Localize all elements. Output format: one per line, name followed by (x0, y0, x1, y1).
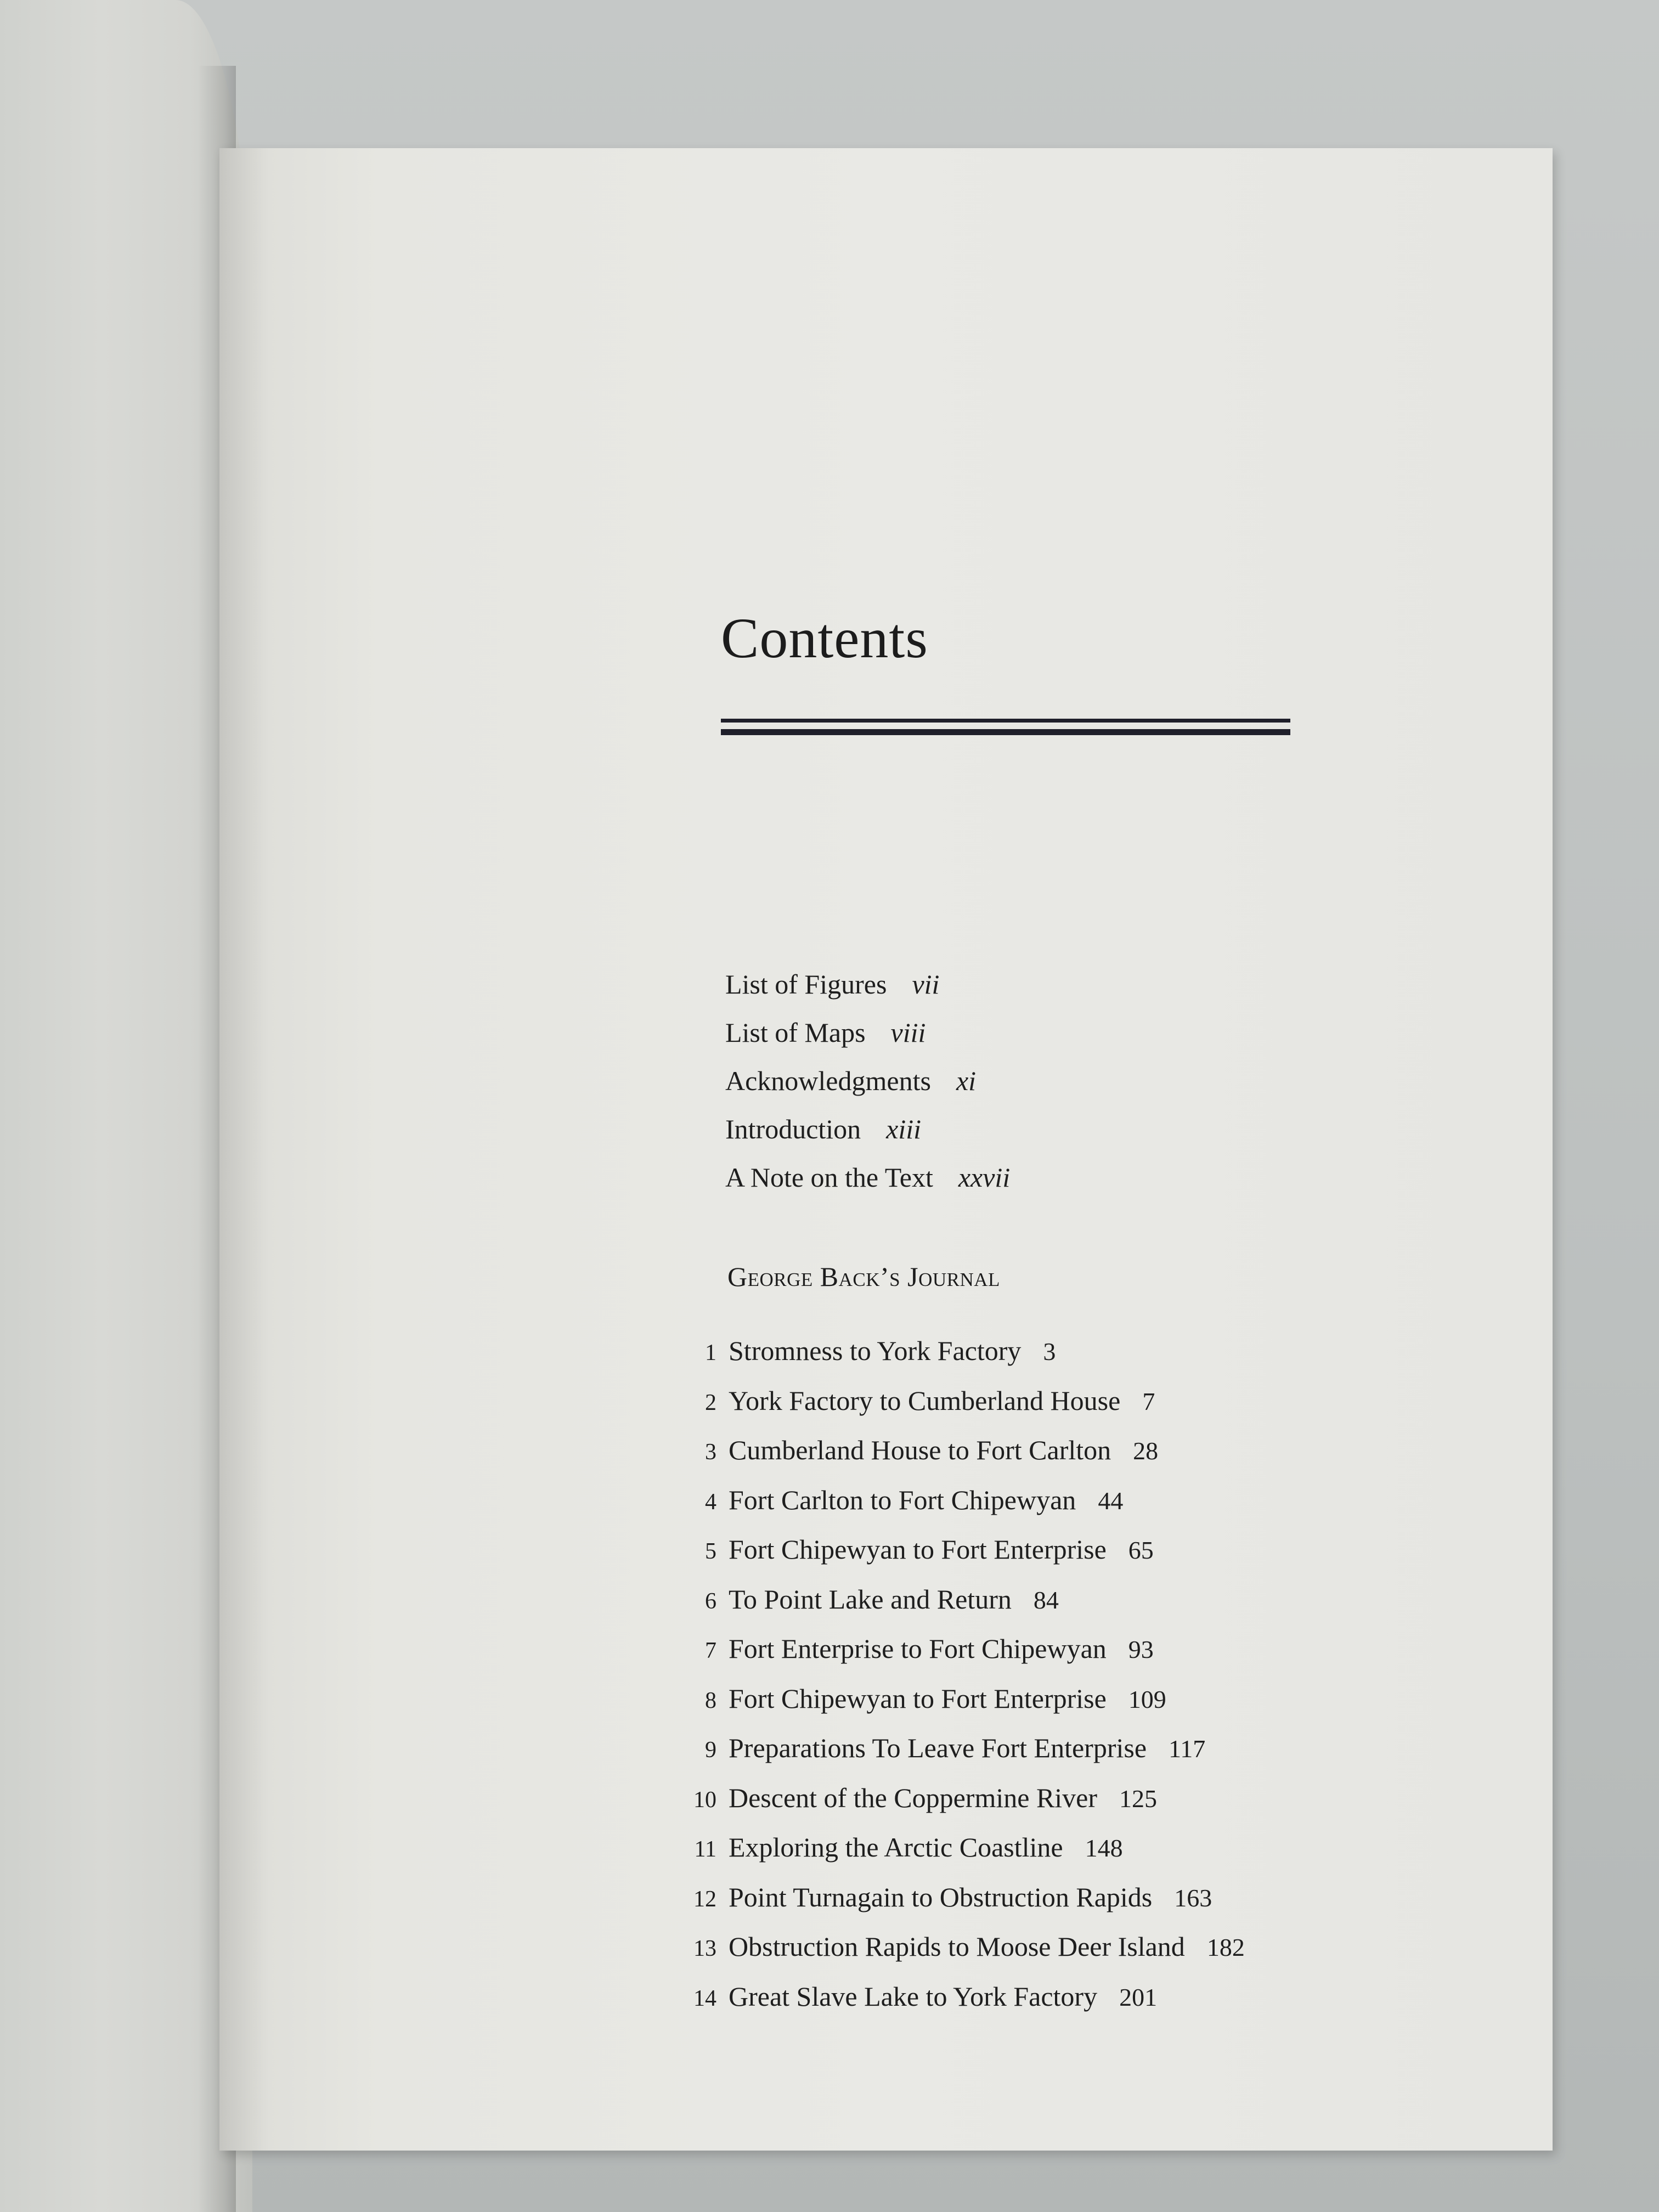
chapter-list (680, 1335, 1245, 2030)
chapter-page: 148 (1085, 1834, 1123, 1862)
chapter-entry (680, 1633, 1245, 1683)
chapter-title: York Factory to Cumberland House (729, 1385, 1121, 1416)
chapter-page: 125 (1119, 1784, 1158, 1813)
chapter-title: Stromness to York Factory (729, 1335, 1022, 1366)
toc-entry-title: Introduction (725, 1114, 861, 1144)
chapter-entry (680, 1484, 1245, 1534)
chapter-page: 7 (1142, 1387, 1155, 1415)
section-heading: George Back’s Journal (727, 1261, 1000, 1292)
chapter-entry (680, 1732, 1245, 1782)
toc-entry (725, 1017, 1010, 1065)
chapter-number: 12 (693, 1886, 716, 1912)
chapter-number: 7 (705, 1638, 716, 1663)
front-matter-list (725, 968, 1010, 1210)
chapter-page: 201 (1119, 1983, 1158, 2011)
chapter-number: 3 (705, 1440, 716, 1465)
toc-entry-title: List of Figures (725, 969, 887, 1000)
page-title: Contents (721, 607, 928, 670)
chapter-page: 3 (1043, 1338, 1056, 1365)
chapter-page: 163 (1174, 1883, 1212, 1912)
chapter-number: 11 (694, 1837, 716, 1862)
chapter-title: To Point Lake and Return (729, 1583, 1012, 1615)
chapter-title: Exploring the Arctic Coastline (729, 1832, 1063, 1863)
chapter-page: 182 (1206, 1933, 1245, 1961)
toc-entry-title: A Note on the Text (725, 1162, 933, 1193)
chapter-entry (680, 1335, 1245, 1385)
chapter-entry (680, 1434, 1245, 1484)
toc-entry (725, 1113, 1010, 1161)
page-edge-shadow (219, 148, 269, 2151)
chapter-entry (680, 1831, 1245, 1881)
chapter-entry (680, 1683, 1245, 1733)
chapter-page: 44 (1098, 1486, 1124, 1515)
chapter-number: 1 (705, 1340, 716, 1365)
toc-entry-page: xxvii (958, 1162, 1011, 1193)
title-rule-thick (721, 729, 1290, 735)
chapter-number: 5 (705, 1539, 716, 1564)
chapter-number: 10 (693, 1787, 716, 1813)
contents-page (219, 148, 1553, 2151)
chapter-title: Cumberland House to Fort Carlton (729, 1435, 1111, 1465)
chapter-title: Great Slave Lake to York Factory (729, 1980, 1098, 2012)
chapter-number: 8 (705, 1688, 716, 1713)
chapter-number: 9 (705, 1737, 716, 1763)
chapter-title: Point Turnagain to Obstruction Rapids (729, 1881, 1153, 1912)
toc-entry-page: viii (890, 1017, 926, 1048)
toc-entry-title: Acknowledgments (725, 1065, 931, 1096)
toc-entry (725, 1065, 1010, 1113)
chapter-entry (680, 1533, 1245, 1583)
chapter-entry (680, 1782, 1245, 1832)
chapter-page: 109 (1128, 1685, 1166, 1713)
chapter-number: 4 (705, 1489, 716, 1515)
chapter-entry (680, 1385, 1245, 1435)
chapter-number: 2 (705, 1390, 716, 1415)
chapter-page: 117 (1169, 1735, 1206, 1763)
title-rule-thin (721, 719, 1290, 723)
chapter-page: 84 (1033, 1585, 1059, 1614)
chapter-entry (680, 1931, 1245, 1980)
chapter-entry (680, 1980, 1245, 2030)
chapter-number: 14 (693, 1985, 716, 2011)
chapter-title: Fort Carlton to Fort Chipewyan (729, 1484, 1076, 1515)
chapter-title: Fort Chipewyan to Fort Enterprise (729, 1534, 1107, 1565)
chapter-entry (680, 1881, 1245, 1931)
toc-entry (725, 1161, 1010, 1210)
toc-entry-title: List of Maps (725, 1017, 866, 1048)
toc-entry-page: xi (956, 1065, 977, 1096)
toc-entry-page: vii (912, 969, 940, 1000)
toc-entry-page: xiii (886, 1114, 922, 1144)
chapter-title: Descent of the Coppermine River (729, 1782, 1098, 1813)
chapter-title: Obstruction Rapids to Moose Deer Island (729, 1931, 1185, 1962)
chapter-page: 93 (1128, 1635, 1154, 1663)
toc-entry (725, 968, 1010, 1017)
chapter-title: Preparations To Leave Fort Enterprise (729, 1733, 1147, 1763)
chapter-number: 6 (705, 1588, 716, 1614)
chapter-page: 65 (1128, 1536, 1154, 1564)
chapter-number: 13 (693, 1936, 716, 1961)
chapter-page: 28 (1133, 1437, 1159, 1465)
chapter-title: Fort Enterprise to Fort Chipewyan (729, 1633, 1107, 1664)
chapter-title: Fort Chipewyan to Fort Enterprise (729, 1683, 1107, 1714)
chapter-entry (680, 1583, 1245, 1633)
